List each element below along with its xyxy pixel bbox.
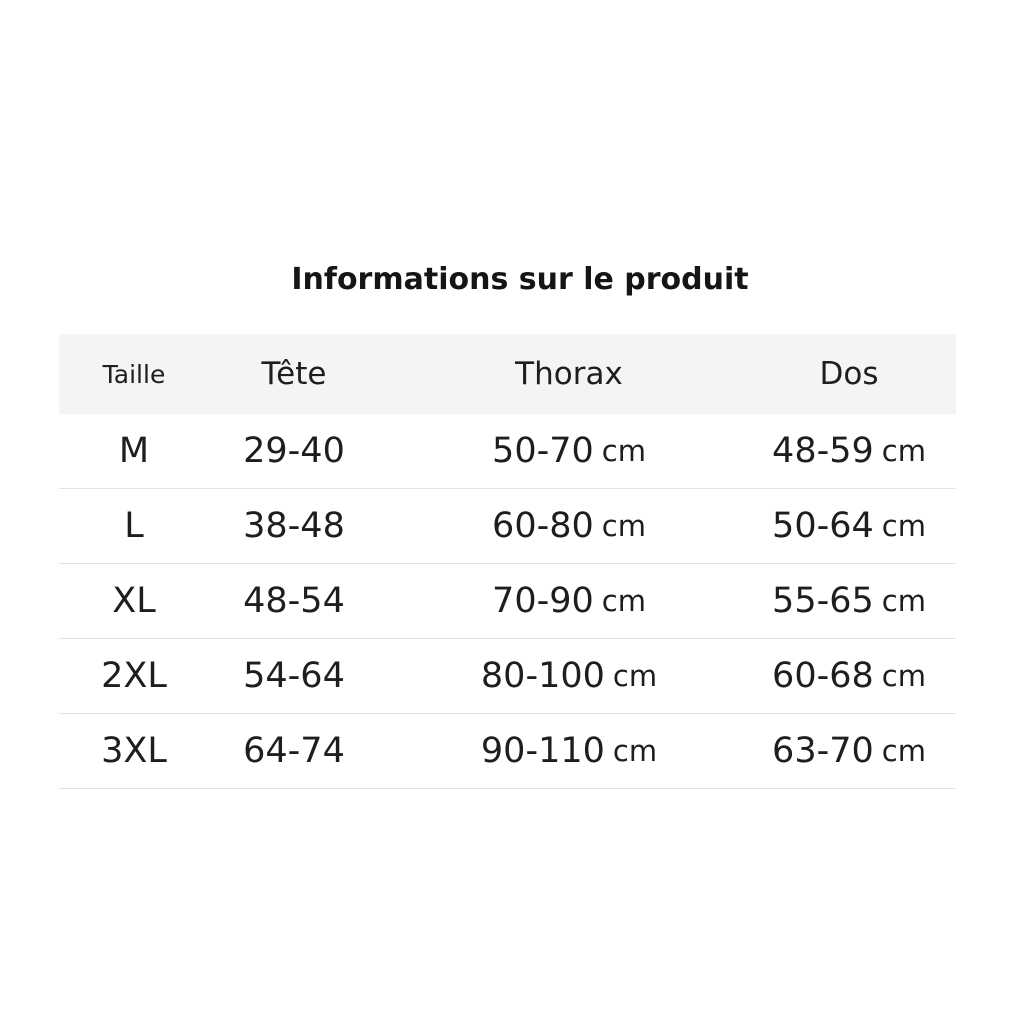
cell-head: 29-40: [243, 431, 345, 471]
chest-value: 90-110: [480, 731, 605, 771]
back-value: 50-64: [772, 506, 874, 546]
cell-chest: [459, 414, 679, 488]
header-size: Taille: [102, 359, 166, 389]
cell-head: 38-48: [243, 506, 345, 546]
cell-size: 3XL: [101, 731, 167, 771]
back-value: 55-65: [772, 581, 874, 621]
cell-back: [739, 414, 959, 488]
chest-value: 80-100: [480, 656, 605, 696]
cell-back: [739, 489, 959, 563]
table-header-row: [59, 334, 956, 414]
chest-value: 70-90: [492, 581, 594, 621]
size-chart-table: [59, 334, 956, 789]
table-row: [59, 639, 956, 714]
unit-label: cm: [612, 659, 658, 693]
chest-value: 50-70: [492, 431, 594, 471]
table-row: [59, 414, 956, 489]
unit-label: cm: [881, 584, 926, 618]
cell-chest: [459, 489, 679, 563]
cell-head: 64-74: [243, 731, 345, 771]
back-value: 48-59: [772, 431, 874, 471]
table-row: [59, 564, 956, 639]
page-title: Informations sur le produit: [291, 262, 749, 297]
cell-back: [739, 564, 959, 638]
cell-back: [739, 714, 959, 788]
back-value: 63-70: [772, 731, 874, 771]
cell-size: 2XL: [101, 656, 167, 696]
cell-back: [739, 639, 959, 713]
cell-chest: [459, 714, 679, 788]
cell-size: XL: [112, 581, 156, 621]
table-row: [59, 714, 956, 789]
cell-size: M: [118, 431, 150, 471]
unit-label: cm: [881, 509, 926, 543]
header-head: Tête: [261, 356, 327, 392]
cell-chest: [459, 564, 679, 638]
header-chest: Thorax: [515, 356, 623, 392]
unit-label: cm: [601, 434, 646, 468]
table-row: [59, 489, 956, 564]
unit-label: cm: [881, 434, 926, 468]
back-value: 60-68: [772, 656, 874, 696]
cell-head: 48-54: [243, 581, 345, 621]
cell-head: 54-64: [243, 656, 345, 696]
cell-chest: [459, 639, 679, 713]
chest-value: 60-80: [492, 506, 594, 546]
unit-label: cm: [601, 509, 646, 543]
unit-label: cm: [612, 734, 658, 768]
unit-label: cm: [881, 659, 926, 693]
unit-label: cm: [881, 734, 926, 768]
header-back: Dos: [819, 356, 879, 392]
unit-label: cm: [601, 584, 646, 618]
cell-size: L: [124, 506, 144, 546]
